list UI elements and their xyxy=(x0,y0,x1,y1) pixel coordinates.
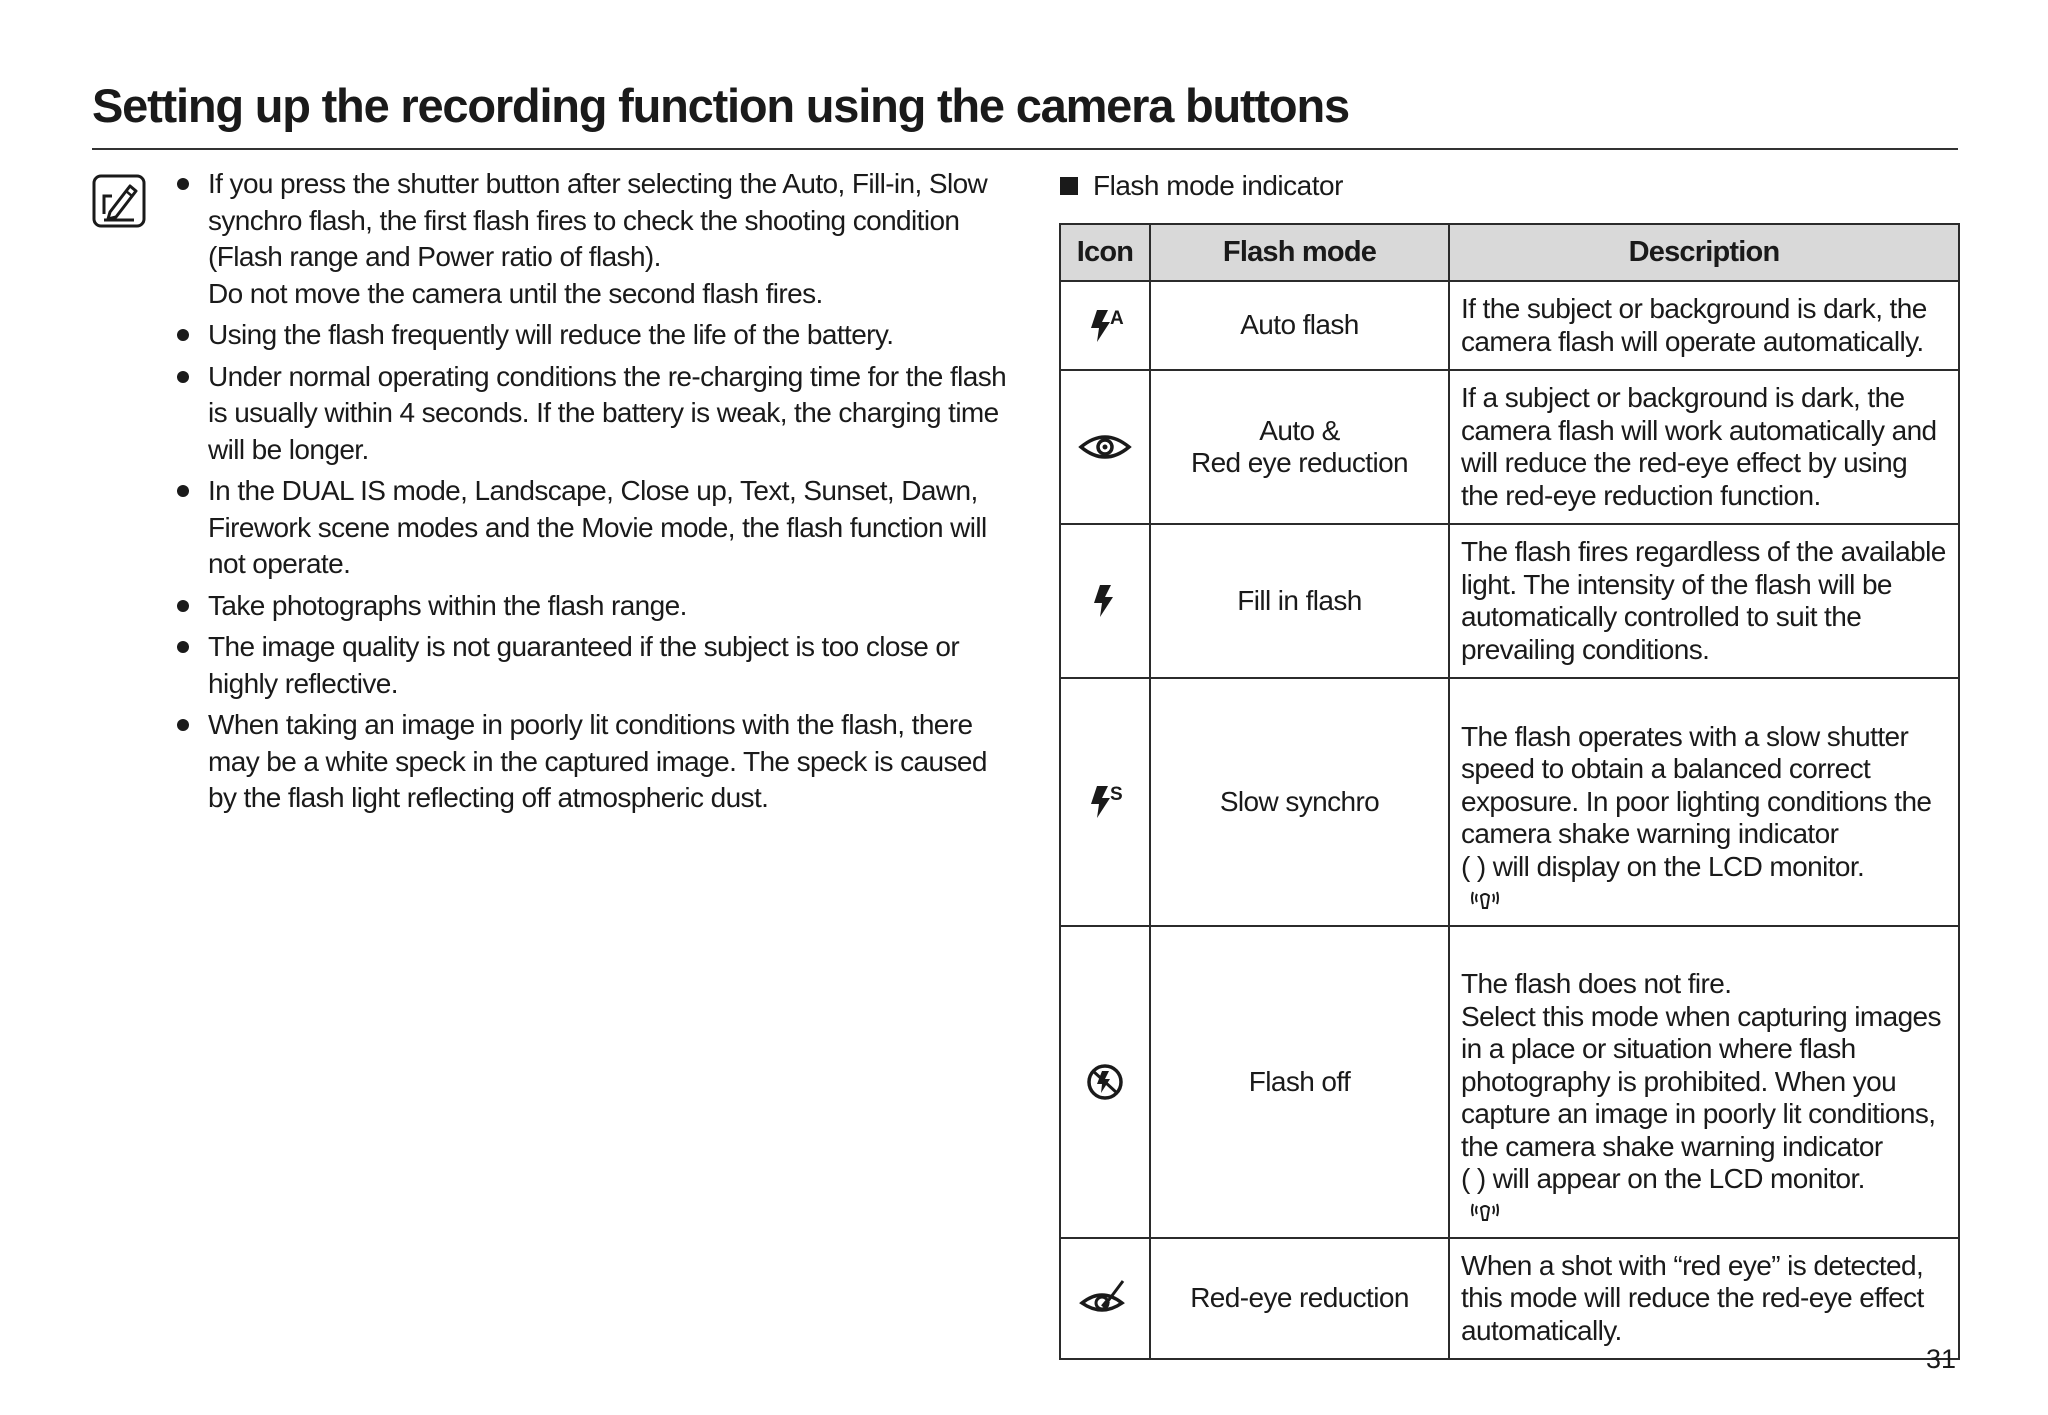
list-item-text: Take photographs within the flash range. xyxy=(208,589,687,621)
flash-mode-description xyxy=(1449,926,1959,1239)
bullet-dot xyxy=(177,719,189,731)
flash-mode-name: Auto flash xyxy=(1150,281,1449,370)
icon-cell xyxy=(1060,926,1150,1239)
table-row xyxy=(1060,524,1959,678)
table-heading-text: Flash mode indicator xyxy=(1093,170,1343,201)
table-heading xyxy=(1060,166,1343,206)
list-item-text: When taking an image in poorly lit conditions with the flash, there may be a white speck in the captured image. The speck is caused by the flash light reflecting off atmospheric dust. xyxy=(208,709,987,813)
icon-cell xyxy=(1060,281,1150,370)
column-header-description: Description xyxy=(1449,224,1959,281)
red-eye-auto-icon xyxy=(1077,425,1133,469)
table-row xyxy=(1060,370,1959,524)
list-item xyxy=(170,473,1010,583)
column-header-icon: Icon xyxy=(1060,224,1150,281)
flash-mode-description: If a subject or background is dark, the camera flash will work automatically and will reduce the red-eye effect by using the red-eye reduction function. xyxy=(1449,370,1959,524)
note-pencil-icon xyxy=(92,174,146,228)
list-item xyxy=(170,588,1010,625)
auto-flash-icon xyxy=(1077,304,1133,348)
icon-cell xyxy=(1060,370,1150,524)
table-row xyxy=(1060,678,1959,926)
flash-mode-description-text: The flash operates with a slow shutter speed to obtain a balanced correct exposure. In poor lighting conditions the camera shake warning indicator ( ) will display on the LCD monitor. xyxy=(1461,720,1932,882)
table-row xyxy=(1060,281,1959,370)
flash-mode-description xyxy=(1449,678,1959,926)
flash-mode-description: If the subject or background is dark, the camera flash will operate automatically. xyxy=(1449,281,1959,370)
list-item-text: If you press the shutter button after selecting the Auto, Fill-in, Slow synchro flash, the first flash fires to check the shooting condition (Flash range and Power ratio of flash). Do not move the camera until the second flash fires. xyxy=(208,168,988,309)
icon-cell xyxy=(1060,524,1150,678)
list-item-text: Under normal operating conditions the re-charging time for the flash is usually within 4 seconds. If the battery is weak, the charging time will be longer. xyxy=(208,360,1007,465)
title-divider xyxy=(92,148,1958,150)
note-bullet-list xyxy=(170,166,1010,822)
list-item-text: Using the flash frequently will reduce the life of the battery. xyxy=(208,319,894,350)
flash-mode-name: Slow synchro xyxy=(1150,678,1449,926)
list-item xyxy=(170,707,1010,817)
flash-mode-name: Flash off xyxy=(1150,926,1449,1239)
flash-mode-description-text: The flash does not fire. Select this mode when capturing images in a place or situation where flash photography is prohibited. When you capture an image in poorly lit conditions, the camera shake warning indicator ( ) will appear on the LCD monitor. xyxy=(1461,968,1941,1194)
bullet-dot xyxy=(177,600,189,612)
list-item xyxy=(170,166,1010,312)
slow-synchro-icon xyxy=(1077,780,1133,824)
icon-cell xyxy=(1060,678,1150,926)
icon-cell xyxy=(1060,1238,1150,1359)
flash-mode-description: When a shot with “red eye” is detected, this mode will reduce the red-eye effect automatically. xyxy=(1449,1238,1959,1359)
list-item xyxy=(170,359,1010,469)
column-header-flash-mode: Flash mode xyxy=(1150,224,1449,281)
flash-mode-name: Red-eye reduction xyxy=(1150,1238,1449,1359)
flash-mode-table xyxy=(1059,223,1960,1360)
page-number: 31 xyxy=(1926,1344,1957,1374)
list-item xyxy=(170,317,1010,354)
svg-text:S: S xyxy=(1110,783,1123,805)
list-item xyxy=(170,629,1010,702)
table-row xyxy=(1060,1238,1959,1359)
bullet-dot xyxy=(177,485,189,497)
flash-off-icon xyxy=(1077,1060,1133,1104)
flash-mode-description: The flash fires regardless of the available light. The intensity of the flash will be automatically controlled to suit the prevailing conditions. xyxy=(1449,524,1959,678)
table-row xyxy=(1060,926,1959,1239)
camera-shake-icon xyxy=(1470,886,1500,914)
flash-mode-name: Auto & Red eye reduction xyxy=(1150,370,1449,524)
list-item-text: The image quality is not guaranteed if the subject is too close or highly reflective. xyxy=(208,631,960,699)
square-bullet-icon xyxy=(1060,177,1078,195)
camera-shake-icon xyxy=(1470,1198,1500,1226)
bullet-dot xyxy=(177,329,189,341)
bullet-dot xyxy=(177,178,189,190)
table-header-row xyxy=(1060,224,1959,281)
list-item-text: In the DUAL IS mode, Landscape, Close up, Text, Sunset, Dawn, Firework scene modes and the Movie mode, the flash function will not operate. xyxy=(208,475,987,579)
bullet-dot xyxy=(177,371,189,383)
fill-flash-icon xyxy=(1077,579,1133,623)
svg-text:A: A xyxy=(1110,307,1124,329)
red-eye-fix-icon xyxy=(1077,1277,1133,1321)
page-title: Setting up the recording function using the camera buttons xyxy=(92,79,1349,132)
flash-mode-name: Fill in flash xyxy=(1150,524,1449,678)
bullet-dot xyxy=(177,641,189,653)
